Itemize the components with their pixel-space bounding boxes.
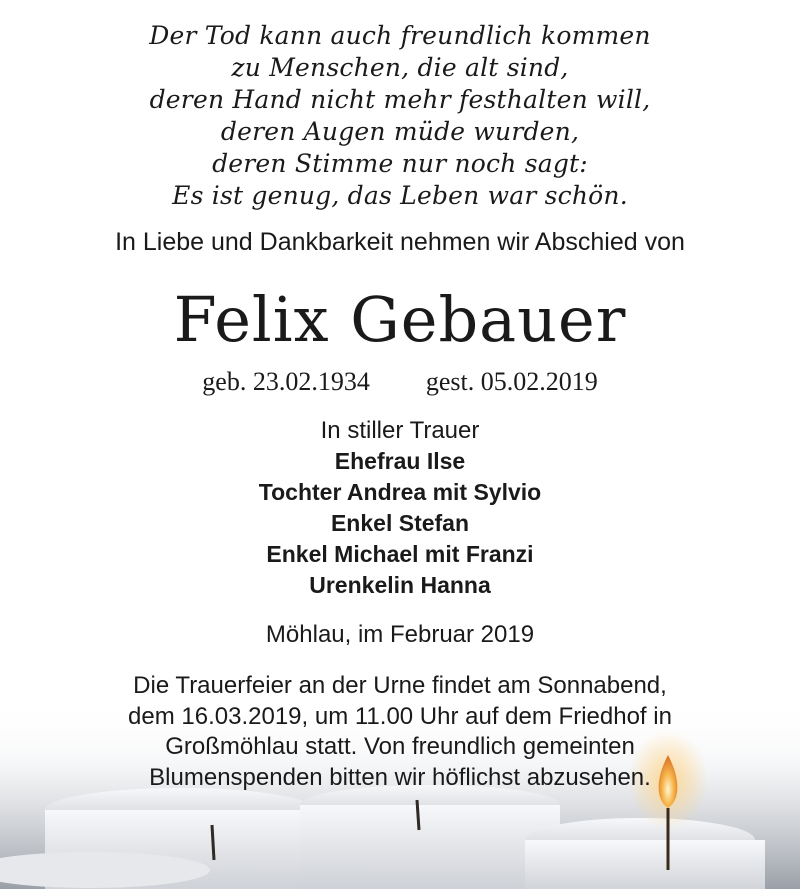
- death-date: gest. 05.02.2019: [425, 367, 598, 396]
- mourning-label: In stiller Trauer: [320, 417, 480, 444]
- birth-date: geb. 23.02.1934: [202, 367, 370, 396]
- poem: [0, 20, 800, 212]
- poem-line: zu Menschen, die alt sind,: [231, 53, 569, 82]
- poem-line: Der Tod kann auch freundlich kommen: [149, 21, 651, 50]
- ceremony-line: Großmöhlau statt. Von freundlich gemeinten: [165, 733, 635, 760]
- deceased-name: Felix Gebauer: [173, 283, 627, 356]
- mourner: Enkel Stefan: [330, 510, 470, 536]
- ceremony-line: dem 16.03.2019, um 11.00 Uhr auf dem Friedhof in: [128, 702, 672, 730]
- place-and-date: Möhlau, im Februar 2019: [265, 621, 535, 648]
- mourner: Urenkelin Hanna: [309, 572, 491, 598]
- mourners-list: [0, 446, 800, 601]
- farewell-intro: In Liebe und Dankbarkeit nehmen wir Abschied von: [115, 228, 685, 256]
- poem-line: deren Augen müde wurden,: [220, 117, 580, 146]
- poem-line: deren Hand nicht mehr festhalten will,: [149, 85, 651, 114]
- poem-line: Es ist genug, das Leben war schön.: [172, 181, 628, 210]
- mourner: Tochter Andrea mit Sylvio: [258, 479, 542, 505]
- mourner: Enkel Michael mit Franzi: [266, 541, 534, 567]
- ceremony-text: [0, 671, 800, 793]
- ceremony-line: Blumenspenden bitten wir höflichst abzusehen.: [149, 763, 651, 791]
- life-dates: [0, 367, 800, 397]
- ceremony-line: Die Trauerfeier an der Urne findet am Sonnabend,: [133, 672, 667, 699]
- mourner: Ehefrau Ilse: [334, 448, 466, 474]
- poem-line: deren Stimme nur noch sagt:: [212, 149, 588, 178]
